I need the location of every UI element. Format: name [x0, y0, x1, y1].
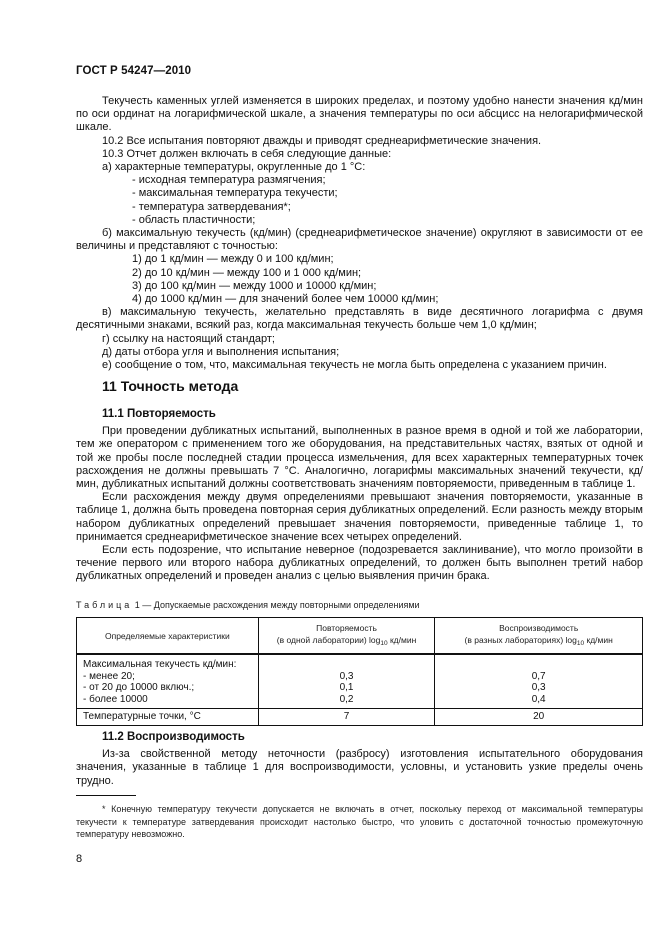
- paragraph: Если есть подозрение, что испытание неверное (подозревается заклинивание), что могло произойти в течение первого или второго набора дубликатных определений, то должен быть выполнен третий набор дубликатных определений и проведен анализ с целью выявления причин брака.: [76, 544, 643, 583]
- table-header-row: [77, 618, 643, 655]
- table-caption: [76, 600, 420, 610]
- clause-10-3: 10.3 Отчет должен включать в себя следующие данные:: [102, 147, 392, 160]
- list-item-g: г) ссылку на настоящий стандарт;: [102, 332, 275, 345]
- paragraph: Из-за свойственной методу неточности (разбросу) изготовления испытательного оборудования значения, указанные в таблице 1 для воспроизводимости, условны, и установить узкие пределы очень трудно.: [76, 748, 643, 787]
- list-subitem: - исходная температура размягчения;: [132, 174, 326, 187]
- section-11-1: [76, 408, 643, 584]
- list-subitem: 4) до 1000 кд/мин — для значений более чем 10000 кд/мин;: [132, 293, 439, 306]
- clause-10-2: 10.2 Все испытания повторяют дважды и приводят среднеарифметические значения.: [102, 134, 542, 147]
- footnote-separator: [76, 795, 136, 796]
- subsection-11-2-heading: 11.2 Воспроизводимость: [102, 731, 245, 743]
- table-row: [77, 654, 643, 709]
- table-caption-label: Таблица: [76, 600, 133, 610]
- list-item-v: в) максимальную текучесть, желательно представлять в виде десятичного логарифма с двумя десятичными знаками, всякий раз, когда максимальная текучесть больше чем 1,0 кд/мин;: [76, 306, 643, 332]
- list-item-a: а) характерные температуры, округленные до 1 °С:: [102, 161, 366, 174]
- list-subitem: - максимальная температура текучести;: [132, 187, 338, 200]
- paragraph: Если расхождения между двумя определениями превышают значения повторяемости, указанные в таблице 1, должна быть проведена повторная серия дубликатных определений. Если разность между вторым набором дубликатных определений превышает значения повторяемости, приведенные таблице 1, то принимается среднеарифметическое значение всех четырех определений.: [76, 491, 643, 543]
- list-subitem: 1) до 1 кд/мин — между 0 и 100 кд/мин;: [132, 253, 334, 266]
- list-subitem: 2) до 10 кд/мин — между 100 и 1 000 кд/мин;: [132, 266, 362, 279]
- section-11-2: [76, 731, 643, 788]
- table-1: [76, 617, 643, 726]
- subsection-11-1-heading: 11.1 Повторяемость: [102, 408, 216, 420]
- page-number: 8: [76, 853, 83, 865]
- intro-paragraph: Текучесть каменных углей изменяется в широких пределах, и поэтому удобно нанести значения кд/мин по оси ординат на логарифмической шкале, а значения температуры по оси абсцисс на нелогарифмической шкале.: [76, 95, 643, 134]
- list-subitem: 3) до 100 кд/мин — между 1000 и 10000 кд/мин;: [132, 279, 377, 292]
- list-subitem: - температура затвердевания*;: [132, 200, 291, 213]
- column-header-repeatability: Повторяемость (в одной лаборатории) $\log_{10} кд/мин$: [258, 618, 435, 655]
- table-cell-reproducibility: 0,7 0,3 0,4: [435, 654, 643, 709]
- footnote: * Конечную температуру текучести допускается не включать в отчет, поскольку переход от максимальной температуры текучести к температуре затвердевания происходит настолько быстро, что уловить с достаточной точностью промежуточную температуру невозможно.: [76, 804, 643, 839]
- list-item-d: д) даты отбора угля и выполнения испытания;: [102, 345, 340, 358]
- list-item-b: б) максимальную текучесть (кд/мин) (среднеарифметическое значение) округляют в зависимости от ее величины и представляют с точностью:: [76, 227, 643, 253]
- table-cell-label: Температурные точки, °С: [77, 709, 259, 726]
- table-cell-label: Максимальная текучесть кд/мин: - менее 20; - от 20 до 10000 включ.; - более 10000: [77, 654, 259, 709]
- table-caption-text: 1 — Допускаемые расхождения между повторными определениями: [132, 600, 420, 610]
- table-cell-repeatability: 0,3 0,1 0,2: [258, 654, 435, 709]
- table-cell-reproducibility: 20: [435, 709, 643, 726]
- column-header-reproducibility: Воспроизводимость (в разных лабораториях) $\log_{10} кд/мин$: [435, 618, 643, 655]
- table-row: [77, 709, 643, 726]
- section-11-heading: 11 Точность метода: [102, 378, 239, 394]
- column-header-characteristics: Определяемые характеристики: [77, 618, 259, 655]
- section-10-continued: [76, 95, 643, 372]
- list-subitem: - область пластичности;: [132, 213, 256, 226]
- table-cell-repeatability: 7: [258, 709, 435, 726]
- list-item-e: е) сообщение о том, что, максимальная текучесть не могла быть определена с указанием причин.: [102, 359, 607, 372]
- document-id: ГОСТ Р 54247—2010: [76, 65, 192, 77]
- paragraph: При проведении дубликатных испытаний, выполненных в разное время в одной и той же лаборатории, тем же оператором с применением того же оборудования, на представительных частях, взятых от одной и той же пробы после последней стадии процесса измельчения, для всех характерных температурных точек расхождения не должны превышать 7 °С. Аналогично, логарифмы максимальных значений текучести, кд/мин, дубликатных испытаний должны соответствовать значениям повторяемости, приведенным в таблице 1.: [76, 425, 643, 491]
